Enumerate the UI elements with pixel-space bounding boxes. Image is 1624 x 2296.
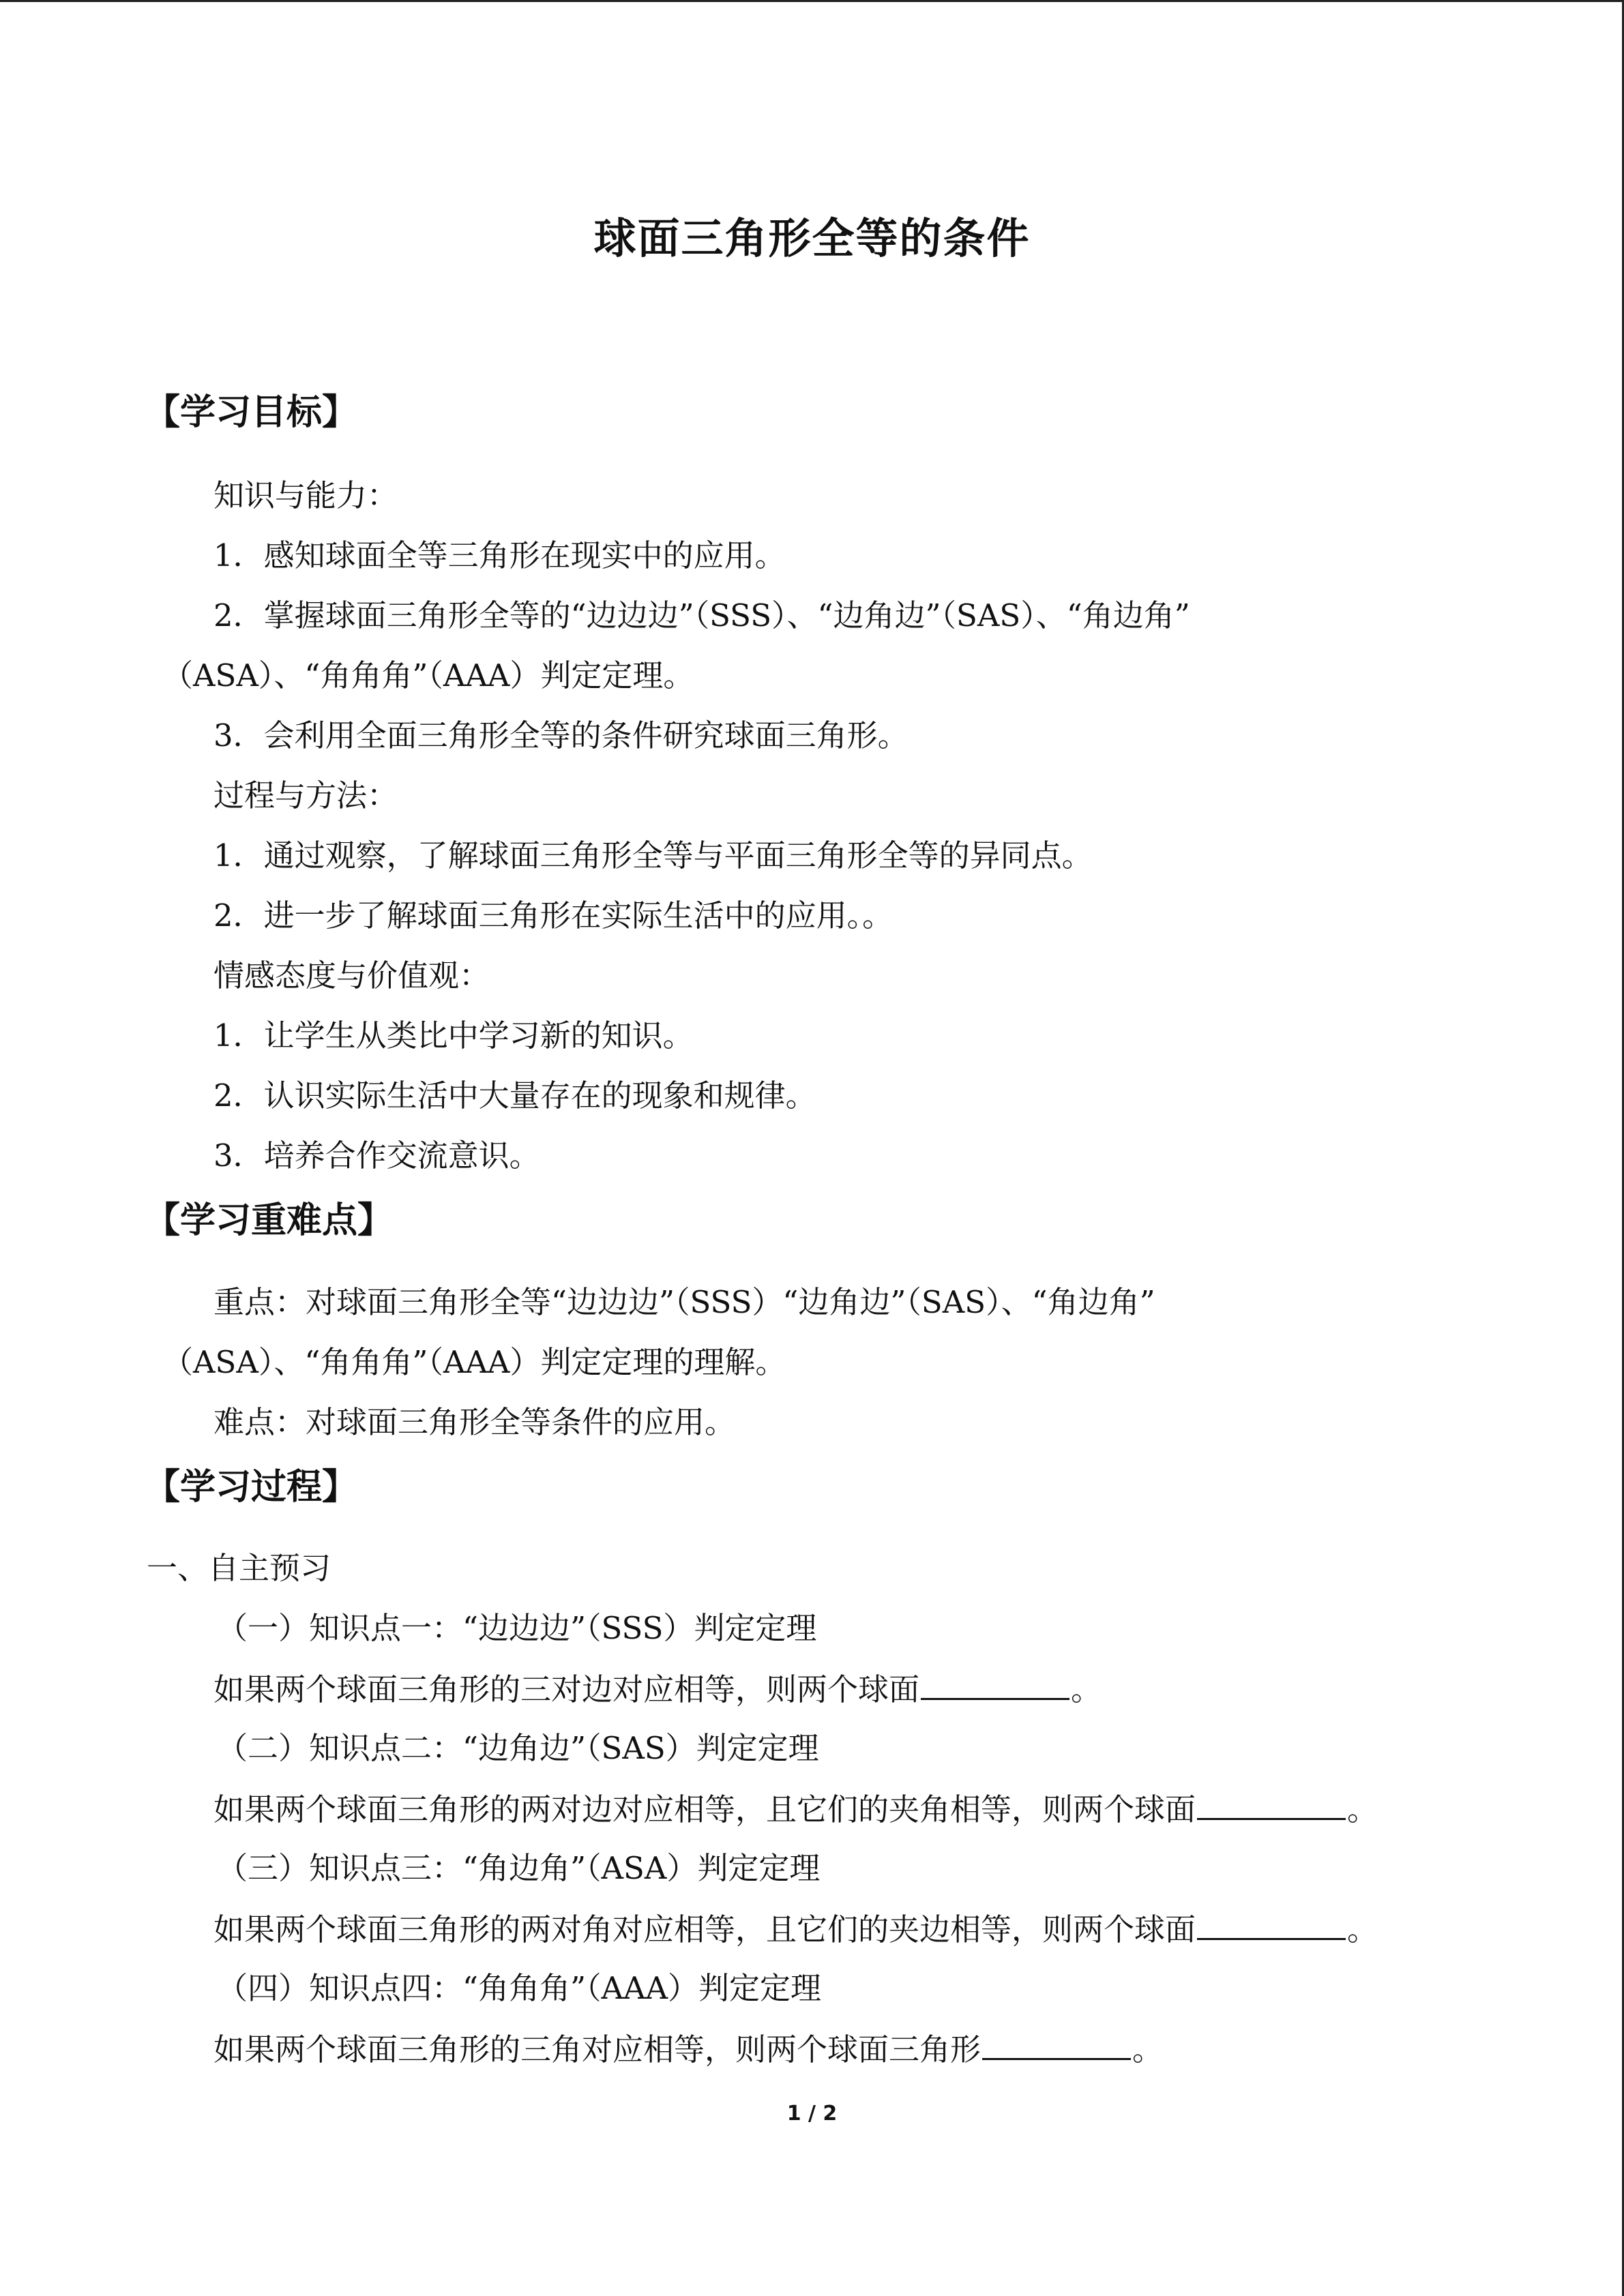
knowledge-point-3-title: （三）知识点三：“角边角”（ASA）判定定理: [217, 1850, 821, 1886]
key-point-line1: 重点：对球面三角形全等“边边边”（SSS）“边角边”（SAS）、“角边角”: [213, 1284, 1155, 1320]
knowledge-point-1-text: [213, 1668, 1102, 1710]
fill-blank-1: [921, 1668, 1069, 1700]
objective-p1: 1．通过观察，了解球面三角形全等与平面三角形全等的异同点。: [213, 837, 1093, 874]
kp3-text: 如果两个球面三角形的两对角对应相等，且它们的夹边相等，则两个球面: [213, 1911, 1196, 1948]
objective-e1: 1．让学生从类比中学习新的知识。: [213, 1017, 694, 1054]
section-heading-process: 【学习过程】: [145, 1467, 358, 1508]
section-heading-key-points: 【学习重难点】: [145, 1200, 394, 1241]
objective-k1: 1．感知球面全等三角形在现实中的应用。: [213, 537, 786, 573]
knowledge-point-4-title: （四）知识点四：“角角角”（AAA）判定定理: [217, 1970, 822, 2006]
kp2-text: 如果两个球面三角形的两对边对应相等，且它们的夹角相等，则两个球面: [213, 1791, 1196, 1828]
fill-blank-4: [982, 2028, 1131, 2060]
kp2-period: 。: [1347, 1791, 1378, 1828]
fill-blank-2: [1197, 1788, 1346, 1820]
knowledge-point-2-title: （二）知识点二：“边角边”（SAS）判定定理: [217, 1730, 819, 1766]
kp1-text: 如果两个球面三角形的三对边对应相等，则两个球面: [213, 1671, 920, 1708]
document-title: 球面三角形全等的条件: [593, 213, 1031, 263]
kp4-period: 。: [1132, 2031, 1164, 2068]
objective-k2-line1: 2．掌握球面三角形全等的“边边边”（SSS）、“边角边”（SAS）、“角边角”: [213, 597, 1190, 633]
knowledge-point-3-text: [213, 1908, 1378, 1950]
knowledge-point-1-title: （一）知识点一：“边边边”（SSS）判定定理: [217, 1610, 817, 1646]
objective-e2: 2．认识实际生活中大量存在的现象和规律。: [213, 1077, 816, 1114]
objective-e3: 3．培养合作交流意识。: [213, 1137, 540, 1174]
knowledge-label: 知识与能力：: [213, 477, 398, 513]
difficult-point: 难点：对球面三角形全等条件的应用。: [213, 1404, 736, 1440]
kp1-period: 。: [1071, 1671, 1102, 1708]
objective-k3: 3．会利用全面三角形全等的条件研究球面三角形。: [213, 717, 909, 754]
kp4-text: 如果两个球面三角形的三角对应相等，则两个球面三角形: [213, 2031, 981, 2068]
part-self-study: 一、自主预习: [147, 1550, 331, 1586]
objective-p2: 2．进一步了解球面三角形在实际生活中的应用。。: [213, 897, 894, 934]
key-point-line2: （ASA）、“角角角”（AAA）判定定理的理解。: [162, 1344, 786, 1380]
fill-blank-3: [1197, 1908, 1346, 1940]
emotion-label: 情感态度与价值观：: [213, 957, 490, 994]
objective-k2-line2: （ASA）、“角角角”（AAA）判定定理。: [162, 657, 694, 694]
knowledge-point-4-text: [213, 2028, 1163, 2070]
knowledge-point-2-text: [213, 1788, 1378, 1830]
process-label: 过程与方法：: [213, 777, 398, 814]
page-number: 1 / 2: [786, 2102, 838, 2126]
kp3-period: 。: [1347, 1911, 1378, 1948]
section-heading-objectives: 【学习目标】: [145, 392, 358, 433]
